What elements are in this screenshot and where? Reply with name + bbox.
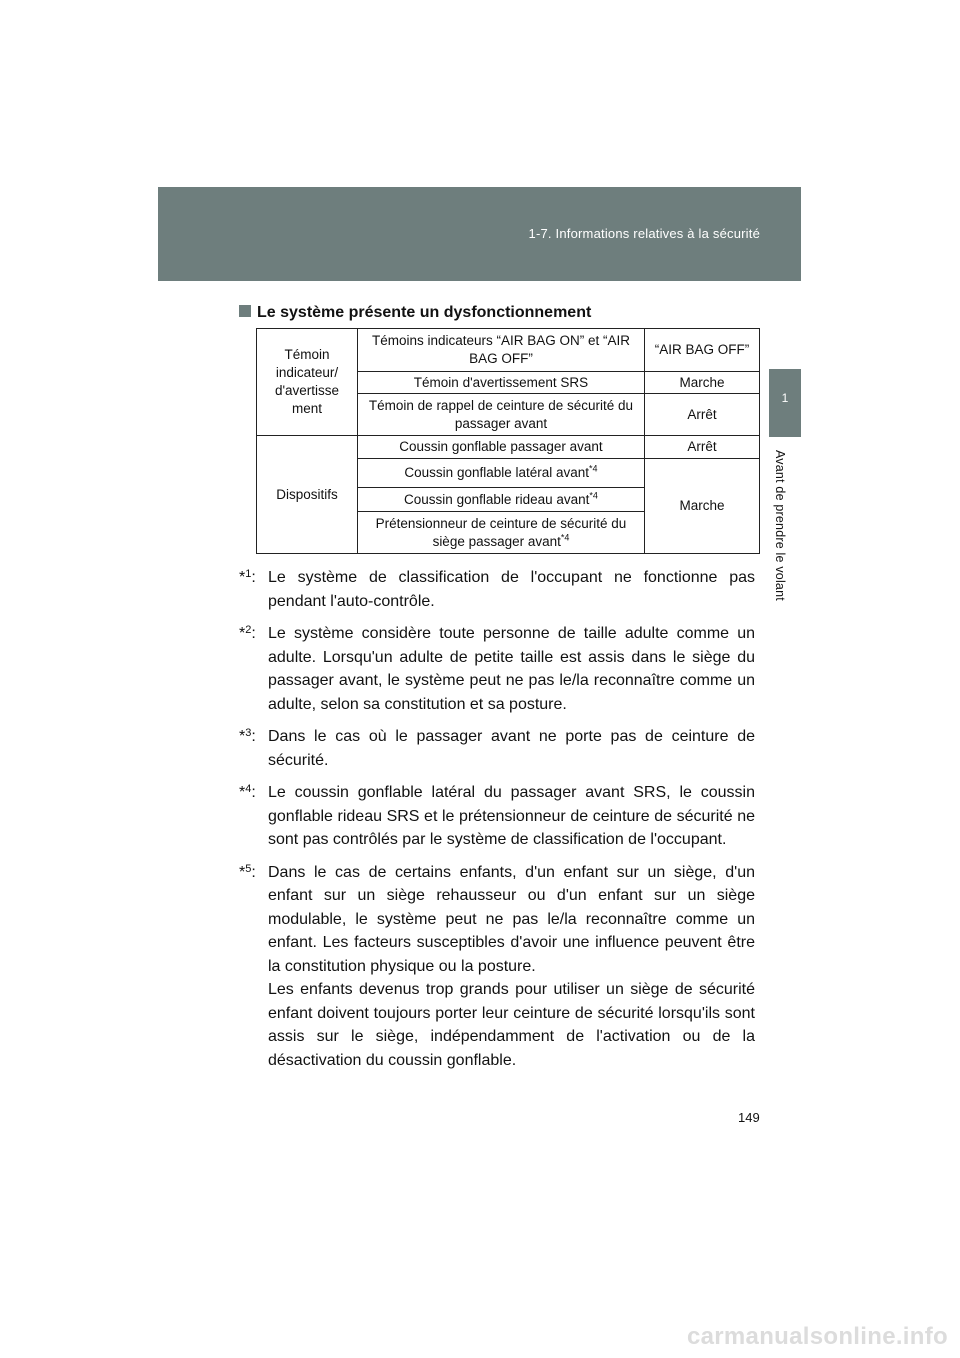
section-heading-text: Le système présente un dysfonctionnement (257, 304, 592, 321)
device-label: Coussin gonflable rideau avant (404, 491, 590, 507)
chapter-number: 1 (781, 391, 789, 405)
device-cell (358, 488, 645, 512)
footnote-marker: *$^2$: (239, 624, 256, 642)
table-row (257, 436, 760, 459)
section-heading (239, 304, 591, 322)
section-title: 1-7. Informations relatives à la sécurité (528, 226, 760, 241)
category-cell: Témoin indicateur/ d'avertisse ment (257, 329, 358, 436)
square-bullet-icon (239, 305, 251, 317)
footnote-ref: *4 (589, 463, 598, 474)
footnote-text-continued: Les enfants devenus trop grands pour utiliser un siège de sécurité enfant doivent toujours porter leur ceinture de sécurité lorsqu'ils sont assis sur le siège, indépendamment de l'activation ou de la désactivation du coussin gonflable. (268, 981, 755, 1069)
footnote-marker: *$^3$: (239, 727, 256, 745)
footnote (239, 725, 755, 772)
footnote (239, 622, 755, 716)
watermark: carmanualsonline.info (686, 1323, 948, 1350)
footnote-ref: *4 (589, 490, 598, 500)
footnote (239, 781, 755, 852)
footnote-marker: *$^5$: (239, 862, 256, 881)
footnote (239, 566, 755, 613)
chapter-tab (769, 369, 801, 437)
footnote-marker: *$^1$: (239, 568, 256, 586)
status-table (256, 328, 760, 554)
device-cell: Témoins indicateurs “AIR BAG ON” et “AIR BAG OFF” (358, 329, 645, 372)
header-band (158, 187, 801, 281)
status-cell: Arrêt (645, 436, 760, 459)
table-row (257, 329, 760, 372)
footnotes (239, 566, 755, 1081)
category-cell: Dispositifs (257, 436, 358, 554)
footnote (239, 861, 755, 1073)
footnote-text: Le système de classification de l'occupant ne fonctionne pas pendant l'auto-contrôle. (268, 569, 755, 610)
device-cell: Coussin gonflable passager avant (358, 436, 645, 459)
device-cell (358, 512, 645, 554)
footnote-text: Dans le cas de certains enfants, d'un enfant sur un siège, d'un enfant sur un siège rehausseur ou d'un enfant sur un siège modulable, le système peut ne pas le/la reconnaître comme un enfant. Les facteurs susceptibles d'avoir une influence peuvent être la constitution physique ou la posture. (268, 863, 755, 975)
chapter-side-label: Avant de prendre le volant (773, 450, 787, 601)
device-label: Prétensionneur de ceinture de sécurité du siège passager avant (375, 515, 627, 549)
page-number: 149 (738, 1110, 760, 1125)
status-cell: Arrêt (645, 394, 760, 436)
status-cell: Marche (645, 372, 760, 394)
footnote-text: Le coussin gonflable latéral du passager avant SRS, le coussin gonflable rideau SRS et le prétensionneur de ceinture de sécurité ne sont pas contrôlés par le système de classification de l'occupant. (268, 784, 755, 848)
footnote-text: Dans le cas où le passager avant ne porte pas de ceinture de sécurité. (268, 728, 755, 769)
status-cell: Marche (645, 459, 760, 554)
device-label: Coussin gonflable latéral avant (404, 465, 590, 480)
device-cell: Témoin de rappel de ceinture de sécurité du passager avant (358, 394, 645, 436)
status-cell: “AIR BAG OFF” (645, 329, 760, 372)
footnote-ref: *4 (560, 532, 570, 542)
footnote-text: Le système considère toute personne de taille adulte comme un adulte. Lorsqu'un adulte de petite taille est assis dans le siège du passager avant, le système peut ne pas le/la reconnaître comme un adulte, selon sa constitution et sa posture. (268, 625, 755, 713)
device-cell: Témoin d'avertissement SRS (358, 372, 645, 394)
device-cell (358, 459, 645, 488)
footnote-marker: *$^4$: (239, 783, 256, 801)
